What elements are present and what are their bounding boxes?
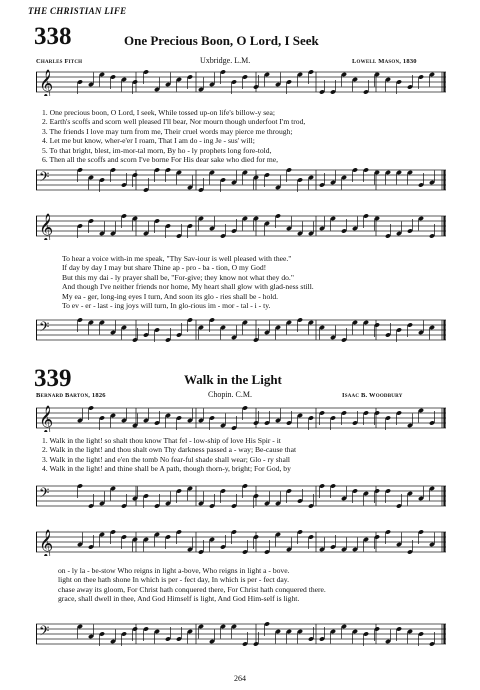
lyric-line: 3. Walk in the light! and e'en the tomb No fear-ful shade shall wear; Glo - ry shall (42, 454, 291, 464)
staff-lines (36, 68, 446, 96)
treble-clef-icon: 𝄞 (39, 69, 54, 96)
page-number: 264 (234, 674, 246, 683)
hymn-title: One Precious Boon, O Lord, I Seek (124, 33, 319, 48)
bass-clef-icon: 𝄢 (39, 623, 50, 642)
lyric-line: 4. Walk in the light! and thine shall be A path, though thorn-y, bright; For God, by (42, 464, 291, 474)
lyric-line: light on thee hath shone In which is per - fect day, In which is per - fect day. (58, 575, 289, 585)
lyric-line: 2. Earth's scoffs and scorn well pleased I'll bear, Nor mourn though underfoot I'm trod, (42, 117, 306, 127)
hymn-tune: Uxbridge. L.M. (200, 56, 251, 65)
music-staff-bass (36, 482, 446, 510)
music-staff-treble (36, 68, 446, 96)
lyrics-block (42, 436, 296, 474)
lyric-line: To ev - er - last - ing joys will turn, In glo-rious im - mor - tal - i - ty. (62, 300, 271, 310)
hymn-title: Walk in the Light (184, 372, 282, 387)
hymn-author: Charles Fitch (36, 58, 83, 65)
lyric-line: on - ly la - be-stow Who reigns in light a-bove, Who reigns in light a - bove. (58, 566, 290, 575)
music-staff-treble (36, 528, 446, 556)
staff-lines (36, 166, 446, 194)
lyric-line: chase away its gloom, For Christ hath conquered there, For Christ hath conquered there. (58, 584, 326, 594)
lyric-line: My ea - ger, long-ing eyes I turn, And soon its glo - ries shall be - hold. (62, 291, 279, 301)
music-staff-bass (36, 316, 446, 344)
lyric-line: 2. Walk in the light! and thou shalt own Thy darkness passed a - way; Be-cause that (42, 445, 297, 455)
hymn-composer: Isaac B. Woodbury (342, 392, 403, 399)
lyrics-block (62, 254, 314, 310)
lyric-line: 3. The friends I love may turn from me, Their cruel words may pierce me through; (42, 126, 293, 136)
treble-clef-icon: 𝄞 (39, 213, 54, 240)
staff-lines (36, 212, 446, 240)
lyric-line: 1. Walk in the light! so shalt thou know That fel - low-ship of love His Spir - it (42, 436, 281, 445)
lyric-line: 4. Let me but know, wher-e'er I roam, That I am do - ing Je - sus' will; (42, 136, 255, 146)
bass-clef-icon: 𝄢 (39, 319, 50, 338)
lyric-line: 5. To that bright, blest, im-mor-tal morn, By ho - ly prophets long fore-told, (42, 145, 272, 155)
lyrics-block (58, 566, 326, 604)
lyrics-block (42, 108, 305, 164)
lyric-line: 6. Then all the scoffs and scorn I've borne For His dear sake who died for me, (42, 154, 279, 164)
bass-clef-icon: 𝄢 (39, 169, 50, 188)
treble-clef-icon: 𝄞 (39, 529, 54, 556)
lyric-line: If day by day I may but share Thine ap - pro - ba - tion, O my God! (62, 263, 267, 273)
hymn-number: 338 (34, 23, 72, 50)
lyric-line: 1. One precious boon, O Lord, I seek, While tossed up-on life's billow-y sea; (42, 108, 275, 117)
bass-clef-icon: 𝄢 (39, 485, 50, 504)
music-staff-treble (36, 404, 446, 432)
music-staff-bass (36, 166, 446, 194)
hymn-tune: Chopin. C.M. (208, 390, 253, 399)
lyric-line: grace, shall dwell in thee, And God Himself is light, And God Him-self is light. (58, 594, 300, 604)
music-staff-treble (36, 212, 446, 240)
music-staff-bass (36, 620, 446, 648)
staff-lines (36, 404, 446, 432)
treble-clef-icon: 𝄞 (39, 405, 54, 432)
lyric-line: And though I've neither friends nor home, My heart shall glow with glad-ness still. (62, 282, 314, 292)
hymn-number: 339 (34, 365, 72, 392)
hymn-composer: Lowell Mason, 1830 (352, 58, 417, 65)
section-header: THE CHRISTIAN LIFE (28, 6, 127, 16)
staff-lines (36, 482, 446, 510)
hymn-author: Bernard Barton, 1826 (36, 392, 106, 399)
staff-lines (36, 620, 446, 648)
lyric-line: But this my dai - ly prayer shall be, "For-give; they know not what they do." (62, 272, 294, 282)
staff-lines (36, 316, 446, 344)
staff-lines (36, 528, 446, 556)
lyric-line: To hear a voice with-in me speak, "Thy Sav-iour is well pleased with thee." (62, 254, 292, 263)
